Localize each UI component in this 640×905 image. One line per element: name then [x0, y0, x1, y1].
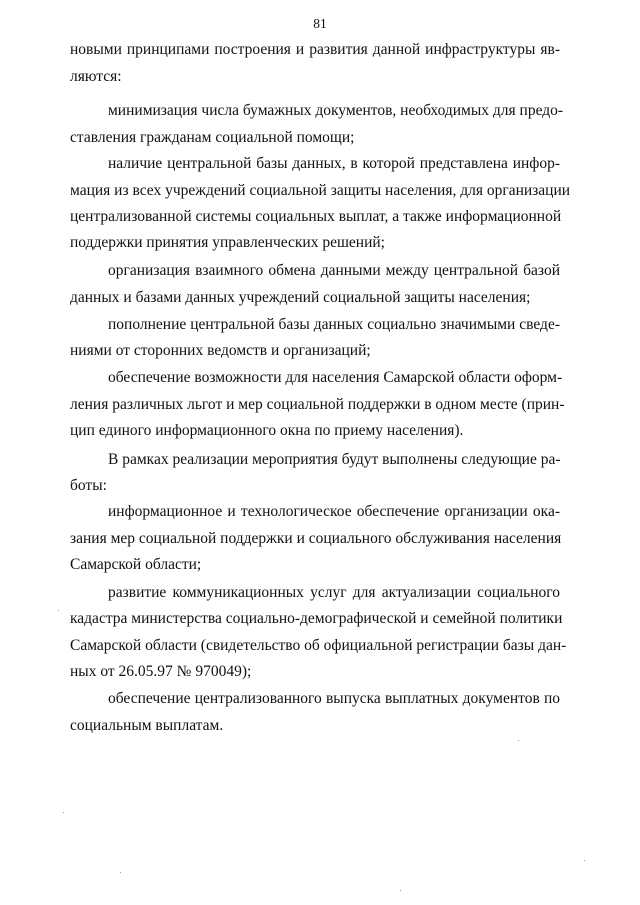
paragraph-line: наличие центральной базы данных, в которой представлена инфор-	[108, 155, 560, 172]
paragraph-line: ставления гражданам социальной помощи;	[70, 129, 355, 146]
scan-speck	[584, 860, 585, 861]
paragraph-line: социальным выплатам.	[70, 717, 224, 734]
paragraph-line: Самарской области (свидетельство об официальной регистрации базы дан-	[70, 637, 567, 654]
paragraph-line: организация взаимного обмена данными между центральной базой	[108, 262, 560, 279]
scan-speck	[400, 890, 401, 891]
scan-speck	[63, 812, 64, 813]
paragraph-line: обеспечение возможности для населения Самарской области оформ-	[108, 369, 563, 386]
paragraph-line: цип единого информационного окна по приему населения).	[70, 422, 464, 439]
paragraph-line: В рамках реализации мероприятия будут выполнены следующие ра-	[108, 451, 561, 468]
paragraph-line: развитие коммуникационных услуг для актуализации социального	[108, 584, 560, 601]
paragraph-line: новыми принципами построения и развития данной инфраструктуры яв-	[70, 41, 560, 58]
paragraph-line: информационное и технологическое обеспечение организации ока-	[108, 503, 560, 520]
page-number: 81	[313, 16, 327, 31]
scan-speck	[58, 610, 59, 611]
paragraph-line: мация из всех учреждений социальной защиты населения, для организации	[70, 182, 571, 199]
paragraph-line: ления различных льгот и мер социальной поддержки в одном месте (прин-	[70, 396, 565, 413]
paragraph-line: поддержки принятия управленческих решений;	[70, 234, 385, 251]
paragraph-line: ниями от сторонних ведомств и организаций;	[70, 342, 371, 359]
paragraph-line: данных и базами данных учреждений социальной защиты населения;	[70, 289, 531, 306]
paragraph-line: пополнение центральной базы данных социально значимыми сведе-	[108, 316, 560, 333]
paragraph-line: кадастра министерства социально-демографической и семейной политики	[70, 610, 563, 627]
paragraph-line: боты:	[70, 477, 107, 494]
paragraph-line: обеспечение централизованного выпуска выплатных документов по	[108, 690, 560, 707]
paragraph-line: ляются:	[70, 68, 122, 85]
paragraph-line: Самарской области;	[70, 556, 202, 573]
paragraph-line: зания мер социальной поддержки и социального обслуживания населения	[70, 530, 562, 547]
paragraph-line: минимизация числа бумажных документов, необходимых для предо-	[108, 102, 564, 119]
scan-speck	[120, 872, 121, 873]
paragraph-line: централизованной системы социальных выплат, а также информационной	[70, 208, 562, 225]
scan-speck	[518, 740, 519, 741]
paragraph-line: ных от 26.05.97 № 970049);	[70, 663, 252, 680]
